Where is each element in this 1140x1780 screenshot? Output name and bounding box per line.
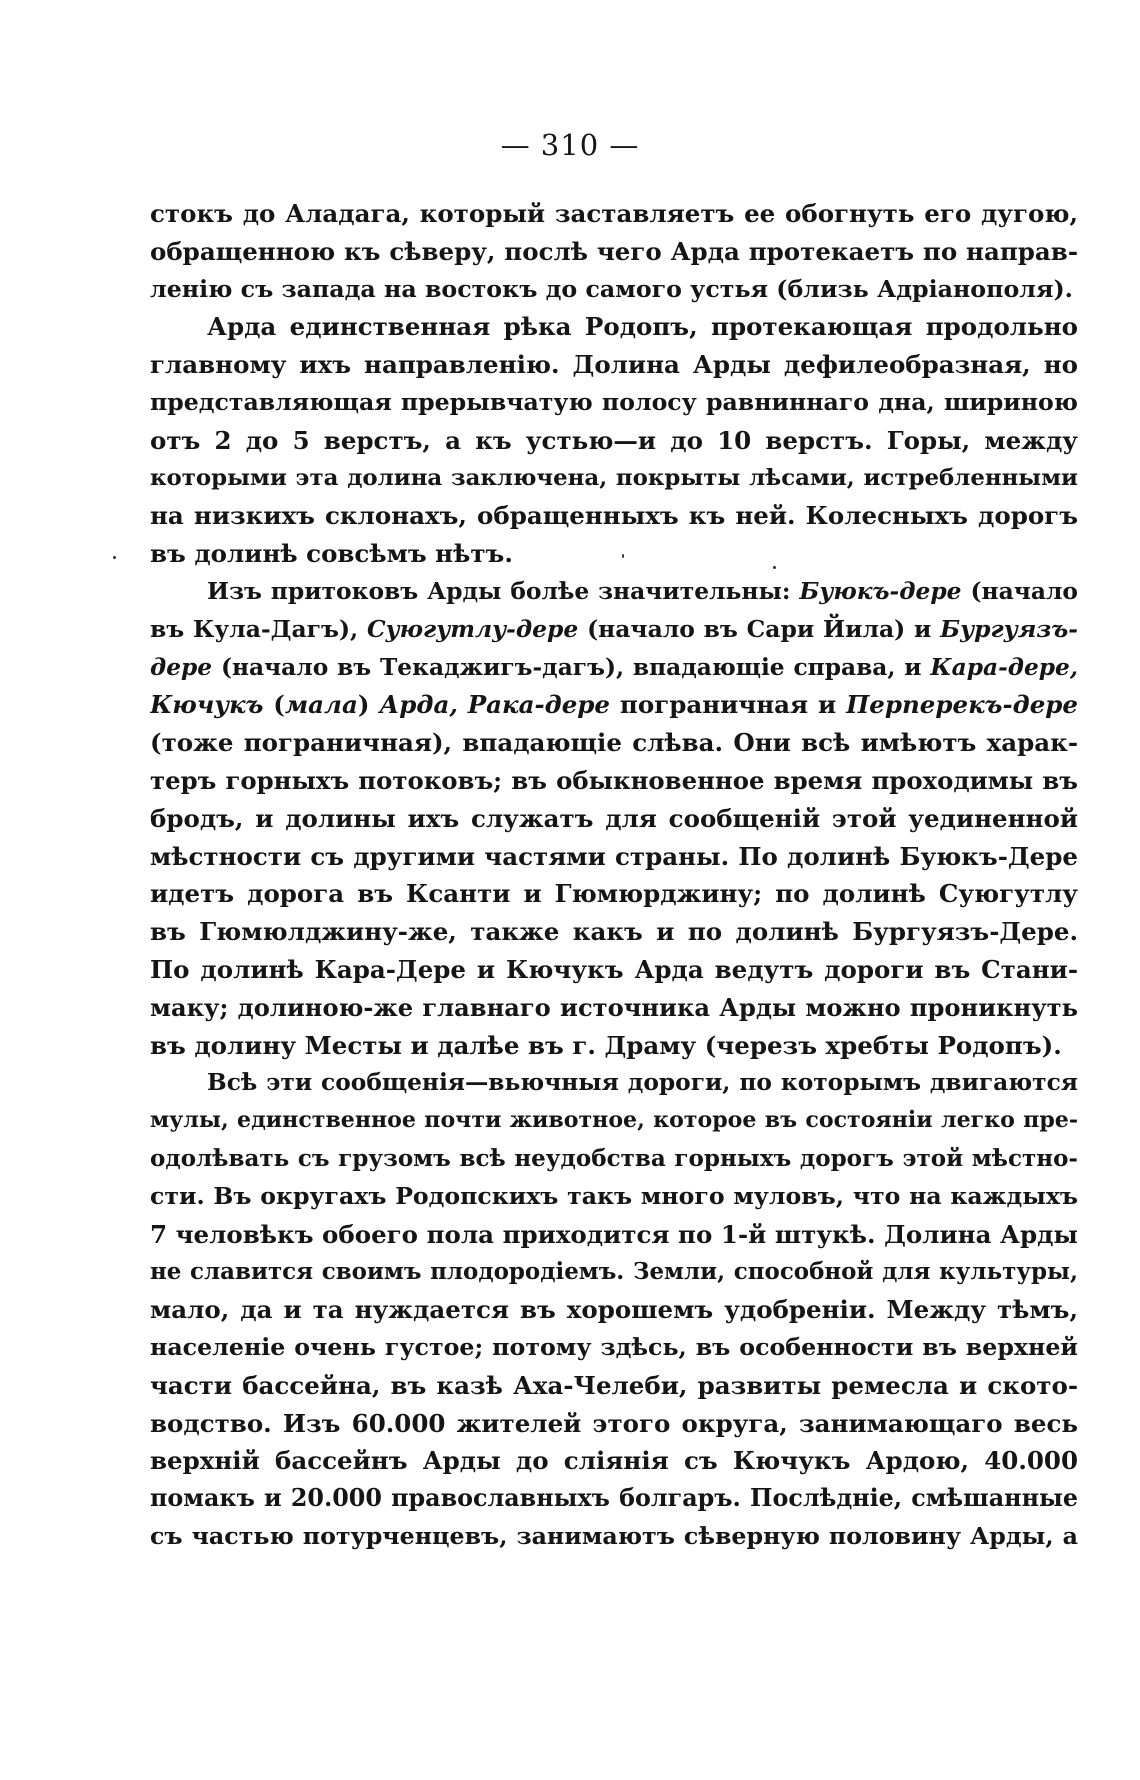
text-segment: 7 человѣкъ обоего пола приходится по 1-й штукѣ. Долина Арды xyxy=(150,1219,1078,1249)
text-line xyxy=(150,1291,1078,1329)
text-line xyxy=(150,271,1078,309)
text-line xyxy=(150,1405,1078,1443)
text-line xyxy=(150,573,1078,611)
text-line xyxy=(150,875,1078,913)
text-line xyxy=(150,1027,1078,1065)
text-segment: отъ 2 до 5 верстъ, а къ устью—и до 10 верстъ. Горы, между xyxy=(150,425,1078,455)
text-line xyxy=(150,195,1078,233)
italic-text-segment: дере xyxy=(150,653,213,681)
text-segment: пограничная и xyxy=(610,690,847,720)
text-line xyxy=(150,686,1078,724)
text-line xyxy=(150,1064,1078,1102)
print-speck xyxy=(113,556,116,559)
text-line xyxy=(150,649,1078,687)
text-line xyxy=(150,1253,1078,1291)
text-segment: идетъ дорога въ Ксанти и Гюмюрджину; по долинѣ Суюгутлу xyxy=(150,879,1078,909)
text-segment: маку; долиною-же главнаго источника Арды можно проникнуть xyxy=(150,992,1078,1022)
text-segment: (начало xyxy=(961,576,1078,605)
text-segment: части бассейна, въ казѣ Аха-Челеби, развиты ремесла и ското- xyxy=(150,1370,1078,1400)
text-line xyxy=(150,1178,1078,1216)
italic-text-segment: мала xyxy=(284,690,358,720)
print-speck xyxy=(773,566,776,569)
text-segment: По долинѣ Кара-Дере и Кючукъ Арда ведутъ дороги въ Стани- xyxy=(150,954,1078,984)
text-segment: на низкихъ склонахъ, обращенныхъ къ ней. Колесныхъ дорогъ xyxy=(150,501,1078,531)
text-line xyxy=(150,384,1078,422)
text-segment: сти. Въ округахъ Родопскихъ такъ много муловъ, что на каждыхъ xyxy=(150,1181,1078,1210)
italic-text-segment: Перперекъ-дере xyxy=(846,690,1078,720)
text-line xyxy=(150,535,1078,573)
text-segment: мѣстности съ другими частями страны. По долинѣ Буюкъ-Дере xyxy=(150,841,1078,871)
text-segment: стокъ до Аладага, который заставляетъ ее обогнуть его дугою, xyxy=(150,199,1078,228)
text-line xyxy=(150,1102,1078,1140)
text-segment: которыми эта долина заключена, покрыты лѣсами, истребленными xyxy=(150,464,1078,491)
text-line xyxy=(150,800,1078,838)
page-number: — 310 — xyxy=(500,128,640,162)
text-segment: теръ горныхъ потоковъ; въ обыкновенное время проходимы въ xyxy=(150,765,1078,795)
text-segment: ) xyxy=(357,690,380,720)
italic-text-segment: Кючукъ xyxy=(150,690,264,720)
text-segment: помакъ и 20.000 православныхъ болгаръ. Послѣдніе, смѣшанные xyxy=(150,1484,1078,1513)
text-segment: одолѣвать съ грузомъ всѣ неудобства горныхъ дорогъ этой мѣстно- xyxy=(150,1144,1078,1172)
text-segment: ленію съ запада на востокъ до самого устья (близь Адріанополя). xyxy=(150,274,1073,303)
italic-text-segment: Бургуязъ- xyxy=(940,614,1078,643)
italic-text-segment: Буюкъ-дере xyxy=(799,576,962,605)
text-line xyxy=(150,989,1078,1027)
text-segment: не славится своимъ плодородіемъ. Земли, способной для культуры, xyxy=(150,1258,1078,1286)
body-text xyxy=(150,195,1078,1556)
text-line xyxy=(150,1329,1078,1367)
text-segment: (начало въ Сари Йила) и xyxy=(578,614,941,643)
text-line xyxy=(150,951,1078,989)
text-line xyxy=(150,611,1078,649)
text-segment: верхній бассейнъ Арды до сліянія съ Кючукъ Ардою, 40.000 xyxy=(150,1446,1078,1476)
italic-text-segment: Суюгутлу-дере xyxy=(366,614,579,643)
text-segment: мало, да и та нуждается въ хорошемъ удобреніи. Между тѣмъ, xyxy=(150,1295,1078,1325)
text-segment: съ частью потурченцевъ, занимаютъ сѣверную половину Арды, а xyxy=(150,1521,1078,1550)
print-speck xyxy=(622,554,624,558)
text-line xyxy=(150,460,1078,498)
text-segment: въ Кула-Дагъ), xyxy=(150,614,367,643)
text-line xyxy=(150,724,1078,762)
text-line xyxy=(150,1216,1078,1254)
text-line xyxy=(150,1518,1078,1556)
text-segment: (тоже пограничная), впадающіе слѣва. Они всѣ имѣютъ харак- xyxy=(150,728,1078,758)
text-segment: въ Гюмюлджину-же, также какъ и по долинѣ Бургуязъ-Дере. xyxy=(150,917,1078,947)
text-line xyxy=(150,1442,1078,1480)
italic-text-segment: Кара-дере, xyxy=(930,653,1078,681)
text-line xyxy=(150,1140,1078,1178)
text-segment: представляющая прерывчатую полосу равниннаго дна, шириною xyxy=(150,387,1078,416)
text-segment: населеніе очень густое; потому здѣсь, въ особенности въ верхней xyxy=(150,1332,1078,1361)
text-segment: въ долинѣ совсѣмъ нѣтъ. xyxy=(150,539,513,569)
text-line xyxy=(150,308,1078,346)
text-segment: мулы, единственное почти животное, которое въ состояніи легко пре- xyxy=(150,1107,1078,1134)
text-segment: (начало въ Текаджигъ-дагъ), впадающіе справа, и xyxy=(212,653,931,681)
italic-text-segment: Арда, Рака-дере xyxy=(379,690,611,720)
text-line xyxy=(150,1480,1078,1518)
text-segment: въ долину Месты и далѣе въ г. Драму (черезъ хребты Родопъ). xyxy=(150,1030,1062,1060)
text-segment: бродъ, и долины ихъ служатъ для сообщеній этой уединенной xyxy=(150,803,1078,833)
text-segment: Изъ притоковъ Арды болѣе значительны: xyxy=(207,576,800,605)
text-line xyxy=(150,497,1078,535)
text-line xyxy=(150,422,1078,460)
text-segment: водство. Изъ 60.000 жителей этого округа, занимающаго весь xyxy=(150,1408,1078,1438)
text-segment: ( xyxy=(263,690,285,720)
text-line xyxy=(150,838,1078,876)
text-segment: главному ихъ направленію. Долина Арды дефилеобразная, но xyxy=(150,350,1078,380)
text-segment: Всѣ эти сообщенія—вьючныя дороги, по которымъ двигаются xyxy=(207,1069,1078,1097)
text-line xyxy=(150,1367,1078,1405)
text-line xyxy=(150,762,1078,800)
text-line xyxy=(150,346,1078,384)
text-line xyxy=(150,233,1078,271)
text-line xyxy=(150,913,1078,951)
text-segment: Арда единственная рѣка Родопъ, протекающая продольно xyxy=(207,312,1078,342)
text-segment: обращенною къ сѣверу, послѣ чего Арда протекаетъ по направ- xyxy=(150,236,1078,266)
